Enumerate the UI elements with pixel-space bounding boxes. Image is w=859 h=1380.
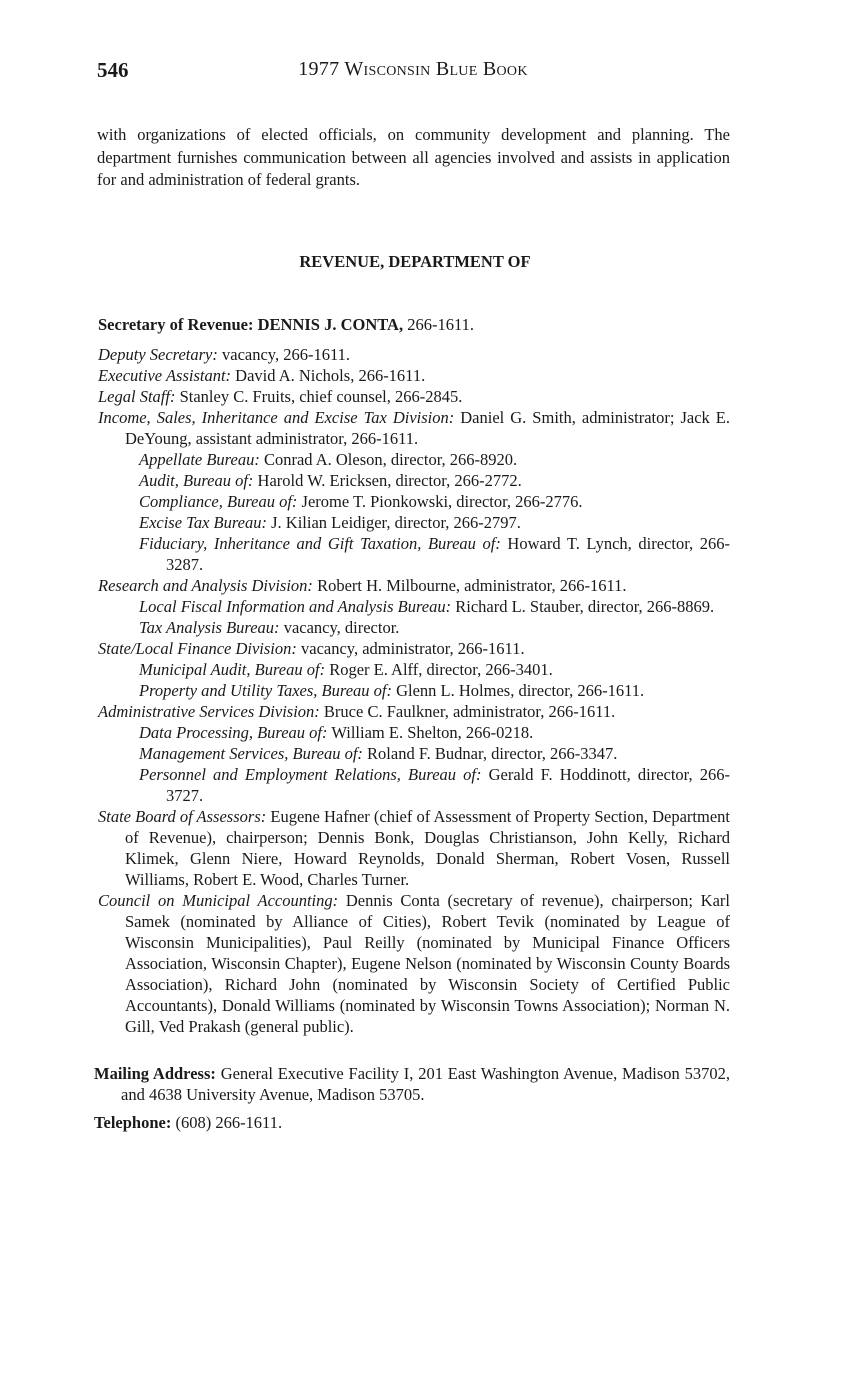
- entry-text: Howard T. Lynch, director, 266-3287.: [166, 534, 730, 574]
- department-title: REVENUE, DEPARTMENT OF: [299, 252, 531, 271]
- entry-title: Deputy Secretary:: [98, 345, 218, 364]
- entry-council-municipal-accounting: [98, 890, 730, 1037]
- entry-state-board-of-assessors: [98, 806, 730, 890]
- entry-title: Administrative Services Division:: [98, 702, 320, 721]
- entry-municipal-audit-bureau: [139, 659, 730, 680]
- entry-fiduciary-bureau: [139, 533, 730, 575]
- page-number: 546: [97, 58, 129, 82]
- entry-title: Fiduciary, Inheritance and Gift Taxation, Bureau of:: [139, 534, 501, 553]
- entry-local-fiscal-bureau: [139, 596, 730, 617]
- entry-text: Bruce C. Faulkner, administrator, 266-1611.: [319, 702, 616, 721]
- entry-text: Dennis Conta (secretary of revenue), chairperson; Karl Samek (nominated by Alliance of Cities), Robert Tevik (nominated by League of Wisconsin Municipalities), Paul Reilly (nominated by Municipal Finance Officers Association, Wisconsin Chapter), Eugene Nelson (nominated by Wisconsin County Boards Association), Richard John (nominated by Wisconsin Society of Certified Public Accountants), Donald Williams (nominated by Wisconsin Towns Association); Norman N. Gill, Ved Prakash (general public).: [125, 891, 730, 1036]
- entry-text: Conrad A. Oleson, director, 266-8920.: [259, 450, 518, 469]
- entry-title: Local Fiscal Information and Analysis Bureau:: [139, 597, 452, 616]
- entry-title: Legal Staff:: [98, 387, 176, 406]
- entry-text: David A. Nichols, 266-1611.: [231, 366, 426, 385]
- entry-text: vacancy, 266-1611.: [217, 345, 350, 364]
- secretary-entry: [98, 314, 730, 335]
- entry-personnel-bureau: [139, 764, 730, 806]
- entry-text: Gerald F. Hoddinott, director, 266-3727.: [166, 765, 730, 805]
- entry-title: Property and Utility Taxes, Bureau of:: [139, 681, 392, 700]
- telephone-text: (608) 266-1611.: [171, 1113, 283, 1132]
- entry-title: Personnel and Employment Relations, Bureau of:: [139, 765, 482, 784]
- mailing-label: Mailing Address:: [94, 1064, 216, 1083]
- entry-text: Richard L. Stauber, director, 266-8869.: [451, 597, 715, 616]
- entry-title: Municipal Audit, Bureau of:: [139, 660, 326, 679]
- entry-title: Council on Municipal Accounting:: [98, 891, 339, 910]
- entry-title: Data Processing, Bureau of:: [139, 723, 328, 742]
- secretary-name: DENNIS J. CONTA,: [257, 315, 404, 334]
- mailing-text: General Executive Facility I, 201 East Washington Avenue, Madison 53702, and 4638 University Avenue, Madison 53705.: [121, 1064, 731, 1104]
- entry-text: William E. Shelton, 266-0218.: [327, 723, 534, 742]
- entry-property-utility-bureau: [139, 680, 730, 701]
- entry-text: Glenn L. Holmes, director, 266-1611.: [391, 681, 645, 700]
- entry-executive-assistant: [98, 365, 730, 386]
- intro-paragraph: with organizations of elected officials, on community development and planning. The department furnishes communication between all agencies involved and assists in application for and administration of federal grants.: [97, 125, 730, 189]
- entry-title: State Board of Assessors:: [98, 807, 267, 826]
- entry-income-sales-division: [98, 407, 730, 449]
- entry-title: State/Local Finance Division:: [98, 639, 297, 658]
- entry-state-local-finance-division: [98, 638, 730, 659]
- entry-appellate-bureau: [139, 449, 730, 470]
- entry-title: Audit, Bureau of:: [139, 471, 254, 490]
- entry-title: Excise Tax Bureau:: [139, 513, 267, 532]
- entry-text: Roger E. Alff, director, 266-3401.: [325, 660, 553, 679]
- entry-deputy-secretary: [98, 344, 730, 365]
- entry-text: Eugene Hafner (chief of Assessment of Property Section, Department of Revenue), chairperson; Dennis Bonk, Douglas Christianson, John Kelly, Richard Klimek, Glenn Niere, Howard Reynolds, Donald Sherman, Robert Vosen, Russell Williams, Robert E. Wood, Charles Turner.: [125, 807, 730, 889]
- entry-research-division: [98, 575, 730, 596]
- entry-text: vacancy, director.: [279, 618, 400, 637]
- telephone: [94, 1112, 730, 1133]
- book-title: 1977 Wisconsin Blue Book: [298, 58, 528, 80]
- entry-title: Income, Sales, Inheritance and Excise Tax Division:: [98, 408, 455, 427]
- entry-title: Executive Assistant:: [98, 366, 232, 385]
- entry-text: Stanley C. Fruits, chief counsel, 266-2845.: [175, 387, 463, 406]
- entry-title: Appellate Bureau:: [139, 450, 260, 469]
- entry-title: Compliance, Bureau of:: [139, 492, 298, 511]
- entry-text: Harold W. Ericksen, director, 266-2772.: [253, 471, 522, 490]
- entry-compliance-bureau: [139, 491, 730, 512]
- entry-legal-staff: [98, 386, 730, 407]
- entry-data-processing-bureau: [139, 722, 730, 743]
- directory-body: [94, 314, 730, 1133]
- entry-text: J. Kilian Leidiger, director, 266-2797.: [267, 513, 521, 532]
- telephone-label: Telephone:: [94, 1113, 172, 1132]
- entry-text: Daniel G. Smith, administrator; Jack E. DeYoung, assistant administrator, 266-1611.: [125, 408, 730, 448]
- mailing-address: [94, 1063, 730, 1105]
- entry-management-services-bureau: [139, 743, 730, 764]
- entry-administrative-services-division: [98, 701, 730, 722]
- entry-title: Management Services, Bureau of:: [139, 744, 363, 763]
- entry-text: vacancy, administrator, 266-1611.: [296, 639, 525, 658]
- entry-tax-analysis-bureau: [139, 617, 730, 638]
- entry-text: Roland F. Budnar, director, 266-3347.: [362, 744, 618, 763]
- entry-title: Tax Analysis Bureau:: [139, 618, 280, 637]
- entry-text: Robert H. Milbourne, administrator, 266-1611.: [312, 576, 627, 595]
- entry-title: Research and Analysis Division:: [98, 576, 313, 595]
- entry-audit-bureau: [139, 470, 730, 491]
- secretary-title: Secretary of Revenue:: [98, 315, 254, 334]
- entry-text: Jerome T. Pionkowski, director, 266-2776.: [297, 492, 583, 511]
- entry-excise-tax-bureau: [139, 512, 730, 533]
- secretary-phone: 266-1611.: [403, 315, 474, 334]
- page-header: [97, 58, 729, 90]
